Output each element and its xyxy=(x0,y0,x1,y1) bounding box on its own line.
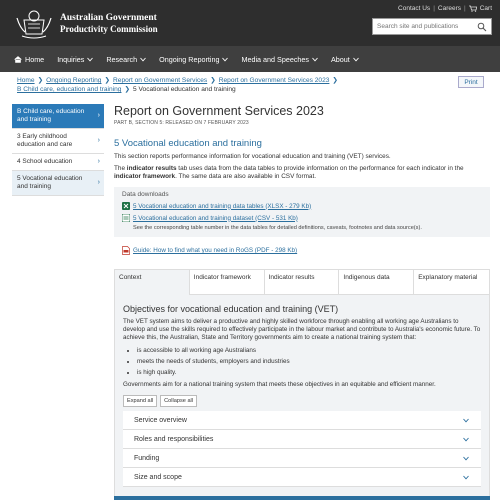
site-header xyxy=(0,0,500,46)
csv-file-icon xyxy=(122,214,130,222)
sidebar-item-early-childhood[interactable] xyxy=(12,129,104,154)
context-accordion xyxy=(123,411,481,487)
breadcrumb-home[interactable]: Home xyxy=(17,77,35,84)
excel-file-icon xyxy=(122,202,130,210)
sidebar-item-part-b[interactable] xyxy=(12,104,104,129)
nav-home-label: Home xyxy=(25,54,45,64)
chevron-right-icon: › xyxy=(97,137,100,144)
breadcrumb xyxy=(17,76,417,94)
tab-panel-context xyxy=(115,295,489,495)
data-downloads-title: Data downloads xyxy=(122,191,169,198)
sidebar-item-label: 4 School education xyxy=(17,158,73,165)
search-input[interactable] xyxy=(373,23,477,30)
list-item: • meets the needs of students, employers and industries xyxy=(137,358,481,366)
nav-inquiries[interactable] xyxy=(57,55,93,64)
breadcrumb-separator-icon: ❯ xyxy=(332,77,338,84)
list-item: • is accessible to all working age Australians xyxy=(137,347,481,355)
content-tabs xyxy=(114,269,490,500)
closing-text: Governments aim for a national training system that meets these objectives in an equitable and efficient manner. xyxy=(123,381,436,388)
indicator-text-part: The xyxy=(114,165,127,172)
breadcrumb-rogs-2023[interactable]: Report on Government Services 2023 xyxy=(218,77,330,84)
main-nav xyxy=(0,46,500,72)
nav-about-label: About xyxy=(331,54,350,64)
tab-context[interactable]: Context xyxy=(115,270,190,295)
careers-link[interactable]: Careers xyxy=(437,5,462,12)
chevron-down-icon xyxy=(312,57,318,62)
sidebar-item-label: 5 Vocational education and training xyxy=(17,175,83,190)
nav-media-speeches[interactable] xyxy=(241,55,318,64)
section-release-info: PART B, SECTION 5: RELEASED ON 7 FEBRUARY 2023 xyxy=(114,120,249,126)
tab-indigenous-data[interactable]: Indigenous data xyxy=(339,270,414,295)
breadcrumb-ongoing-reporting[interactable]: Ongoing Reporting xyxy=(46,77,102,84)
chevron-down-icon xyxy=(463,456,469,461)
sidebar-item-school-education[interactable] xyxy=(12,154,104,171)
accordion-controls xyxy=(123,395,481,407)
list-item: • is high quality. xyxy=(137,369,481,377)
accordion-label: Size and scope xyxy=(134,473,182,481)
coat-of-arms-icon[interactable] xyxy=(14,6,54,40)
tab-bar xyxy=(115,270,489,295)
accordion-label: Roles and responsibilities xyxy=(134,435,214,443)
download-xlsx-link[interactable]: 5 Vocational education and training data tables (XLSX - 279 Kb) xyxy=(133,202,312,210)
tab-indicator-results[interactable]: Indicator results xyxy=(265,270,340,295)
chevron-right-icon: › xyxy=(97,112,100,119)
bottom-accent-bar xyxy=(114,496,490,500)
download-xlsx-row xyxy=(122,202,482,210)
breadcrumb-separator-icon: ❯ xyxy=(37,77,44,84)
download-csv-row xyxy=(122,214,482,222)
nav-about[interactable] xyxy=(331,55,359,64)
expand-all-button[interactable]: Expand all xyxy=(123,395,157,407)
guide-link[interactable]: Guide: How to find what you need in RoGS (PDF - 298 Kb) xyxy=(133,247,298,254)
org-name: Australian Government xyxy=(60,13,157,23)
breadcrumb-current: 5 Vocational education and training xyxy=(133,86,236,93)
accordion-service-overview[interactable] xyxy=(123,411,481,430)
breadcrumb-separator-icon: ❯ xyxy=(124,86,130,93)
breadcrumb-separator-icon: ❯ xyxy=(210,77,216,84)
download-csv-link[interactable]: 5 Vocational education and training dataset (CSV - 531 Kb) xyxy=(133,214,298,222)
objectives-text: The VET system aims to deliver a productive and highly skilled workforce through enabling all working age Australians to develop and use the skills required to effectively participate in the labour market and contribute to Australia's economic future. To achieve this, the Australian, State and Territory governments aim to create a national training system that: xyxy=(123,318,481,341)
nav-ongoing-reporting[interactable] xyxy=(159,55,228,64)
sidebar-item-vet[interactable] xyxy=(12,171,104,196)
home-icon xyxy=(14,56,22,63)
nav-research[interactable] xyxy=(106,55,146,64)
download-note: See the corresponding table number in the data tables for detailed definitions, caveats, footnotes and data source(s). xyxy=(133,225,422,231)
nav-home[interactable] xyxy=(14,55,44,64)
contact-us-link[interactable]: Contact Us xyxy=(398,5,431,12)
cart-link[interactable]: Cart xyxy=(479,5,492,12)
link-separator: | xyxy=(433,5,435,12)
chevron-down-icon xyxy=(222,57,228,62)
sidebar-item-label: B Child care, education and training xyxy=(17,108,85,123)
indicator-results-term: indicator results xyxy=(126,165,177,172)
site-logo-text[interactable] xyxy=(60,13,158,35)
link-separator: | xyxy=(464,5,466,12)
tab-indicator-framework[interactable]: Indicator framework xyxy=(190,270,265,295)
data-downloads-panel xyxy=(114,187,490,237)
chevron-down-icon xyxy=(140,57,146,62)
nav-inquiries-label: Inquiries xyxy=(57,54,85,64)
pdf-file-icon xyxy=(122,246,130,255)
intro-text: This section reports performance information for vocational education and training (VET) services. xyxy=(114,153,391,160)
chevron-down-icon xyxy=(353,57,359,62)
guide-row xyxy=(122,246,490,255)
accordion-label: Service overview xyxy=(134,416,187,424)
objectives-list xyxy=(137,347,481,377)
section-heading: 5 Vocational education and training xyxy=(114,138,262,149)
chevron-down-icon xyxy=(463,418,469,423)
indicator-text-part: tab uses data from the data tables to provide information on the performance for each indicator in the xyxy=(176,165,464,172)
indicator-text-part: . The same data are also available in CSV format. xyxy=(175,173,316,180)
sidebar-item-label: 3 Early childhood education and care xyxy=(17,133,73,148)
search-icon[interactable] xyxy=(477,22,487,32)
objectives-heading: Objectives for vocational education and training (VET) xyxy=(123,304,339,314)
accordion-funding[interactable] xyxy=(123,449,481,468)
breadcrumb-part-b[interactable]: B Child care, education and training xyxy=(17,86,122,93)
chevron-down-icon xyxy=(87,57,93,62)
accordion-label: Funding xyxy=(134,454,160,462)
chevron-down-icon xyxy=(463,475,469,480)
nav-media-speeches-label: Media and Speeches xyxy=(241,54,309,64)
chevron-right-icon: › xyxy=(97,179,100,186)
chevron-down-icon xyxy=(463,437,469,442)
search-box xyxy=(372,18,492,35)
page-title: Report on Government Services 2023 xyxy=(114,104,324,118)
nav-research-label: Research xyxy=(106,54,138,64)
indicator-text xyxy=(114,165,490,181)
accordion-roles-responsibilities[interactable] xyxy=(123,430,481,449)
indicator-framework-term: indicator framework xyxy=(114,173,176,180)
print-button[interactable]: Print xyxy=(458,76,484,88)
section-sidebar xyxy=(12,104,104,196)
tab-explanatory-material[interactable]: Explanatory material xyxy=(414,270,489,295)
nav-ongoing-reporting-label: Ongoing Reporting xyxy=(159,54,220,64)
cart-icon[interactable] xyxy=(469,5,477,12)
accordion-size-scope[interactable] xyxy=(123,468,481,487)
agency-name: Productivity Commission xyxy=(60,24,158,34)
breadcrumb-rogs[interactable]: Report on Government Services xyxy=(113,77,208,84)
chevron-right-icon: › xyxy=(97,158,100,165)
breadcrumb-separator-icon: ❯ xyxy=(104,77,111,84)
utility-links xyxy=(398,5,492,12)
collapse-all-button[interactable]: Collapse all xyxy=(160,395,197,407)
main-content xyxy=(114,104,490,500)
